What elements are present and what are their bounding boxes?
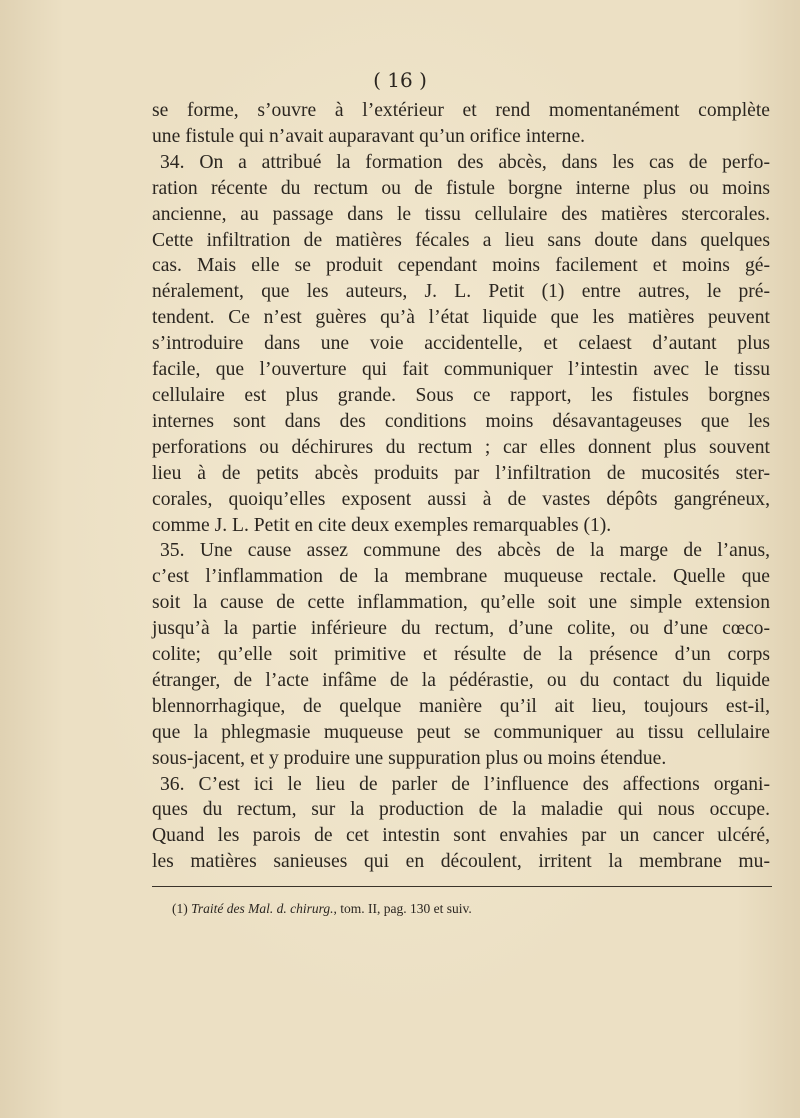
text-line: c’est l’inflammation de la membrane muqueuse rectale. Quelle que	[152, 566, 770, 588]
text-line: néralement, que les auteurs, J. L. Petit (1) entre autres, le pré-	[152, 281, 770, 303]
footnote-title: Traité des Mal. d. chirurg.	[191, 901, 334, 916]
footnote-rule	[152, 886, 772, 887]
text-line: colite; qu’elle soit primitive et résulte de la présence d’un corps	[152, 644, 770, 666]
text-line: perforations ou déchirures du rectum ; car elles donnent plus souvent	[152, 436, 770, 458]
text-line: ancienne, au passage dans le tissu cellulaire des matières stercorales.	[152, 203, 770, 225]
text-line: Quand les parois de cet intestin sont envahies par un cancer ulcéré,	[152, 825, 770, 847]
text-line: ration récente du rectum ou de fistule borgne interne plus ou moins	[152, 177, 770, 199]
text-line: s’introduire dans une voie accidentelle, et celaest d’autant plus	[152, 333, 770, 355]
text-line: une fistule qui n’avait auparavant qu’un orifice interne.	[152, 125, 586, 147]
text-line: corales, quoiqu’elles exposent aussi à de vastes dépôts gangréneux,	[152, 488, 770, 510]
page-number: ( 16 )	[373, 68, 427, 92]
body-text	[152, 98, 770, 875]
text-line: Cette infiltration de matières fécales a lieu sans doute dans quelques	[152, 229, 770, 251]
text-line: se forme, s’ouvre à l’extérieur et rend momentanément complète	[152, 100, 770, 121]
text-line: facile, que l’ouverture qui fait communiquer l’intestin avec le tissu	[152, 359, 770, 381]
text-line: comme J. L. Petit en cite deux exemples remarquables (1).	[152, 514, 612, 536]
footnote	[172, 901, 752, 917]
text-line: jusqu’à la partie inférieure du rectum, d’une colite, ou d’une cœco-	[152, 618, 770, 640]
text-line: les matières sanieuses qui en découlent, irritent la membrane mu-	[152, 851, 770, 873]
text-line: lieu à de petits abcès produits par l’infiltration de mucosités ster-	[152, 462, 770, 484]
text-line: blennorrhagique, de quelque manière qu’il ait lieu, toujours est-il,	[152, 695, 770, 717]
text-line: 34. On a attribué la formation des abcès, dans les cas de perfo-	[160, 151, 770, 173]
text-line: étranger, de l’acte infâme de la pédérastie, ou du contact du liquide	[152, 669, 770, 691]
footnote-reference: , tom. II, pag. 130 et suiv.	[333, 901, 472, 916]
text-line: tendent. Ce n’est guères qu’à l’état liquide que les matières peuvent	[152, 307, 770, 329]
text-line: ques du rectum, sur la production de la maladie qui nous occupe.	[152, 799, 770, 821]
text-line: soit la cause de cette inflammation, qu’elle soit une simple extension	[152, 592, 770, 614]
text-line: cellulaire est plus grande. Sous ce rapport, les fistules borgnes	[152, 384, 770, 406]
text-line: internes sont dans des conditions moins désavantageuses que les	[152, 410, 770, 432]
footnote-marker: (1)	[172, 901, 188, 916]
text-line: que la phlegmasie muqueuse peut se communiquer au tissu cellulaire	[152, 721, 770, 743]
text-line: 36. C’est ici le lieu de parler de l’influence des affections organi-	[160, 773, 770, 795]
text-line: sous-jacent, et y produire une suppuration plus ou moins étendue.	[152, 747, 667, 769]
text-line: cas. Mais elle se produit cependant moins facilement et moins gé-	[152, 255, 770, 277]
text-line: 35. Une cause assez commune des abcès de la marge de l’anus,	[160, 540, 770, 562]
